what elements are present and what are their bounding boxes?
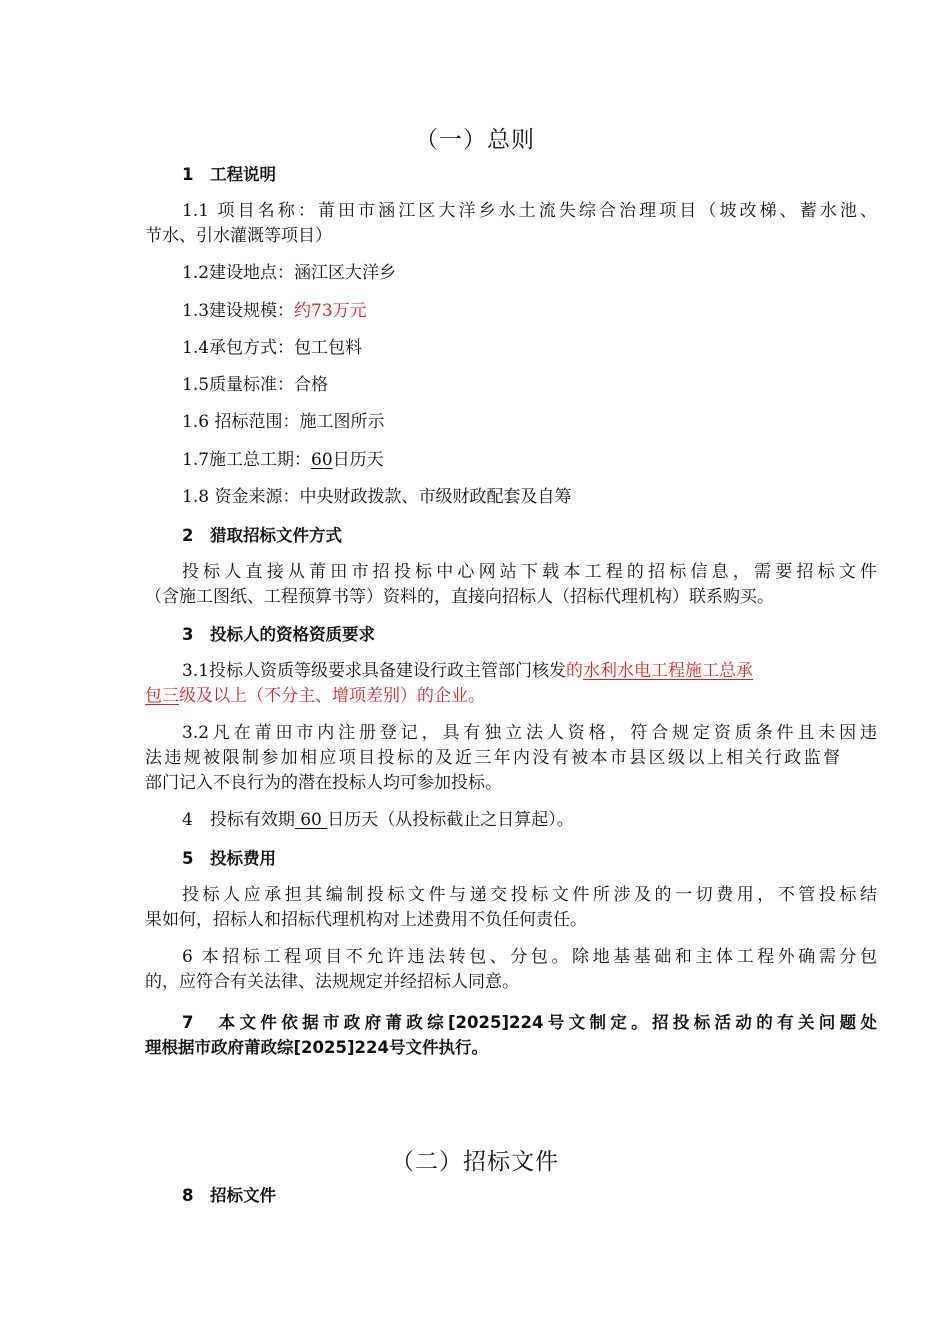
section-4-value: 60 [294,810,328,830]
item-3-1-plain: 3.1投标人资质等级要求具备建设行政主管部门核发 [182,661,567,681]
item-1-7-duration [145,448,877,473]
section-4-suffix: 日历天（从投标截止之日算起）。 [327,810,574,830]
section-7-line-2: 理根据市政府莆政综[2025]224号文件执行。 [145,1038,488,1057]
item-1-6-scope: 1.6 招标范围：施工图所示 [182,412,385,432]
item-1-1-line-2: 节水、引水灌溉等项目） [145,226,332,246]
item-3-1-line-2 [145,684,840,709]
item-1-1-line-1: 1.1 项目名称：莆田市涵江区大洋乡水土流失综合治理项目（坡改梯、蓄水池、 [182,201,877,221]
item-1-5-quality: 1.5质量标准：合格 [182,375,329,395]
section-5-line-2: 果如何，招标人和招标代理机构对上述费用不负任何责任。 [145,910,587,930]
item-1-3-value: 约73万元 [294,301,367,321]
section-7-line-1: 7 本文件依据市政府莆政综[2025]224号文制定。招投标活动的有关问题处 [182,1013,877,1032]
item-3-1-red-underlined-2: 包三 [145,686,179,706]
item-3-2-line-3: 部门记入不良行为的潜在投标人均可参加投标。 [145,773,502,793]
item-1-4-contract-mode: 1.4承包方式：包工包料 [182,338,363,358]
section-title-general: （一）总则 [415,127,535,153]
heading-1-project-description: 1 工程说明 [182,165,276,184]
item-3-1-red-1: 的 [566,661,584,681]
section-4-validity [145,808,877,833]
heading-2-obtain-documents: 2 猎取招标文件方式 [182,526,342,545]
item-1-3-label: 1.3建设规模： [182,301,295,321]
section-2-line-2: （含施工图纸、工程预算书等）资料的，直接向招标人（招标代理机构）联系购买。 [145,587,774,607]
section-4-prefix: 4 投标有效期 [182,810,295,830]
item-3-1-red-2: 级及以上（不分主、增项差别）的企业。 [179,686,485,706]
heading-8-bidding-documents: 8 招标文件 [182,1186,276,1205]
item-1-3-scale [145,299,877,324]
heading-3-qualifications: 3 投标人的资格资质要求 [182,625,375,644]
item-1-8-funding: 1.8 资金来源：中央财政拨款、市级财政配套及自筹 [182,487,572,507]
section-title-bidding-documents: （二）招标文件 [391,1149,559,1175]
section-5-line-1: 投标人应承担其编制投标文件与递交投标文件所涉及的一切费用，不管投标结 [182,885,877,905]
item-1-7-suffix: 日历天 [332,450,384,470]
item-1-7-label: 1.7施工总工期： [182,450,312,470]
section-6-line-1: 6 本招标工程项目不允许违法转包、分包。除地基基础和主体工程外确需分包 [182,947,877,967]
item-3-1-line-1 [145,659,877,684]
item-3-1-red-underlined-1: 水利水电工程施工总承 [583,661,754,681]
heading-5-bid-costs: 5 投标费用 [182,849,276,868]
item-3-2-line-2: 法违规被限制参加相应项目投标的及近三年内没有被本市县区级以上相关行政监督 [145,748,840,768]
section-2-line-1: 投标人直接从莆田市招投标中心网站下载本工程的招标信息，需要招标文件 [182,562,877,582]
item-1-7-value: 60 [311,450,333,470]
section-6-line-2: 的，应符合有关法律、法规规定并经招标人同意。 [145,972,519,992]
item-1-2-location: 1.2建设地点：涵江区大洋乡 [182,263,397,283]
item-3-2-line-1: 3.2凡在莆田市内注册登记，具有独立法人资格，符合规定资质条件且未因违 [182,723,877,743]
